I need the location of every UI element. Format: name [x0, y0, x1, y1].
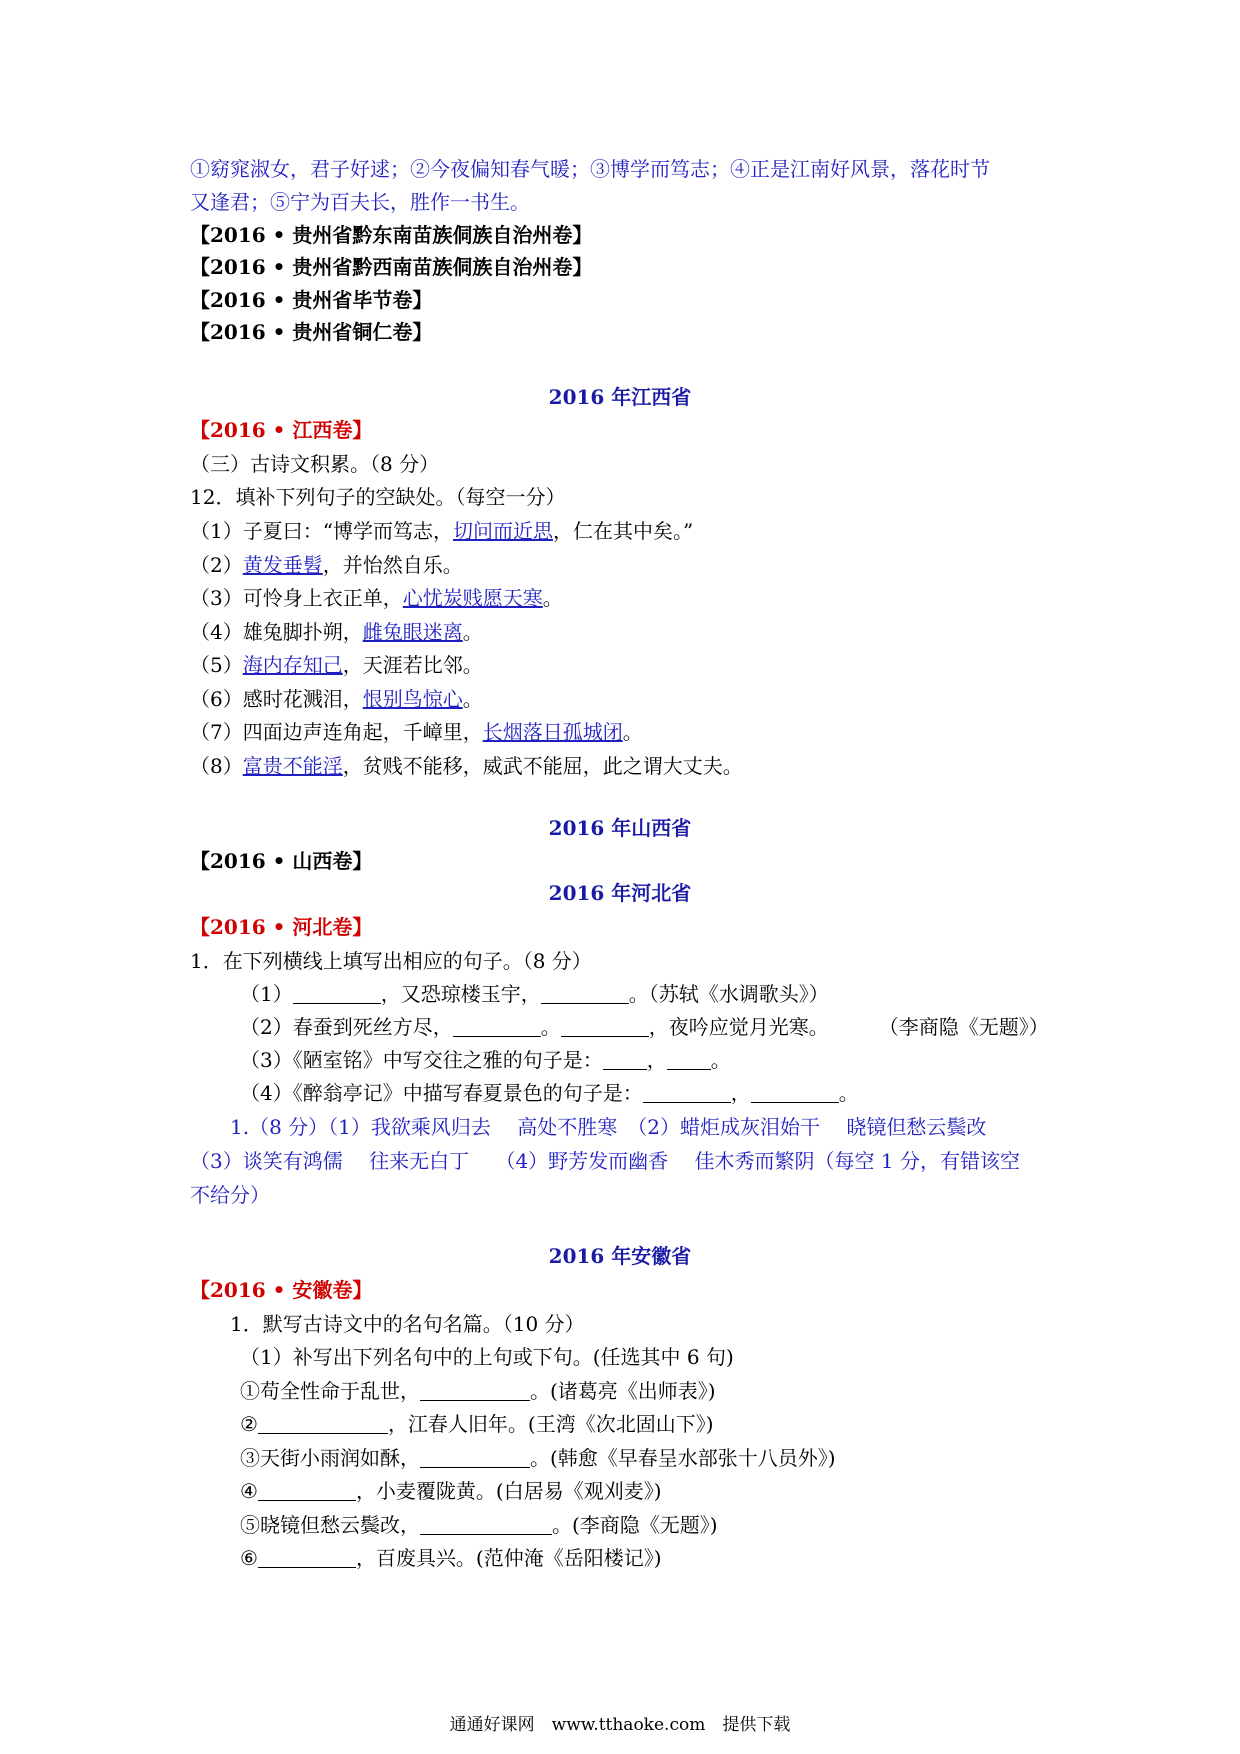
question-subtext: （1）补写出下列名句中的上句或下句。(任选其中 6 句): [240, 1345, 734, 1369]
section-tag: 【2016 • 贵州省黔东南苗族侗族自治州卷】: [190, 223, 593, 247]
question-item: ④ ，小麦覆陇黄。(白居易《观刈麦》): [240, 1479, 662, 1503]
answer-item: （7）四面边声连角起，千嶂里，长烟落日孤城闭。: [190, 720, 643, 744]
answer-blank: [541, 983, 629, 1004]
answer-blank: [603, 1049, 647, 1070]
question-item: （2）春蚕到死丝方尽， 。 ，夜吟应觉月光寒。 （李商隐《无题》）: [240, 1015, 1049, 1039]
page-footer: 通通好课网 www.tthaoke.com 提供下载: [449, 1715, 791, 1735]
answer-blank: [258, 1547, 356, 1568]
question-text: 1．默写古诗文中的名句名篇。（10 分）: [230, 1312, 585, 1336]
answer-text: 长烟落日孤城闭: [482, 720, 623, 744]
answer-item: （2）黄发垂髫，并怡然自乐。: [190, 553, 463, 577]
question-item: （3）《陋室铭》中写交往之雅的句子是： ， 。: [240, 1048, 731, 1072]
province-heading: 2016 年山西省: [548, 816, 692, 840]
answer-item: （8）富贵不能淫，贫贱不能移，威武不能屈，此之谓大丈夫。: [190, 754, 743, 778]
answer-text: 恨别鸟惊心: [362, 687, 463, 711]
answer-text: 切问而近思: [452, 519, 553, 543]
answer-blank: [643, 1082, 731, 1103]
question-text: 12．填补下列句子的空缺处。（每空一分）: [190, 485, 566, 509]
answer-item: （1）子夏曰：“博学而笃志，切问而近思，仁在其中矣。”: [190, 519, 694, 543]
question-item: （1） ，又恐琼楼玉宇， 。（苏轼《水调歌头》）: [240, 982, 829, 1006]
answer-blank: [667, 1049, 711, 1070]
answer-text: 海内存知己: [242, 653, 343, 677]
question-item: ③天街小雨润如酥， 。(韩愈《早春呈水部张十八员外》): [240, 1446, 836, 1470]
answer-blank: [561, 1016, 649, 1037]
answer-text: 黄发垂髫: [242, 553, 323, 577]
answer-item: （6）感时花溅泪，恨别鸟惊心。: [190, 687, 483, 711]
section-tag: 【2016 • 山西卷】: [190, 849, 373, 873]
section-tag: 【2016 • 贵州省毕节卷】: [190, 288, 433, 312]
section-tag: 【2016 • 江西卷】: [190, 418, 373, 442]
question-text: 1．在下列横线上填写出相应的句子。（8 分）: [190, 949, 592, 973]
province-heading: 2016 年安徽省: [548, 1244, 692, 1268]
answer-blank: [258, 1413, 388, 1434]
answer-blank: [258, 1480, 356, 1501]
answer-blank: [453, 1016, 541, 1037]
question-item: ⑥ ，百废具兴。(范仲淹《岳阳楼记》): [240, 1546, 662, 1570]
question-item: ①苟全性命于乱世， 。(诸葛亮《出师表》): [240, 1379, 716, 1403]
answer-blank: [420, 1447, 530, 1468]
answer-key-line: （3）谈笑有鸿儒 往来无白丁 （4）野芳发而幽香 佳木秀而繁阴（每空 1 分，有错该空: [190, 1149, 1020, 1173]
province-heading: 2016 年江西省: [548, 385, 692, 409]
answer-item: （5）海内存知己，天涯若比邻。: [190, 653, 483, 677]
section-tag: 【2016 • 安徽卷】: [190, 1278, 373, 1302]
section-tag: 【2016 • 贵州省黔西南苗族侗族自治州卷】: [190, 255, 593, 279]
answer-text: 富贵不能淫: [242, 754, 343, 778]
guizhou-answer-line2: 又逢君；⑤宁为百夫长，胜作一书生。: [190, 190, 530, 214]
answer-text: 心忧炭贱愿天寒: [402, 586, 543, 610]
question-item: （4）《醉翁亭记》中描写春夏景色的句子是： ， 。: [240, 1081, 859, 1105]
answer-blank: [420, 1380, 530, 1401]
guizhou-answer-line1: ①窈窕淑女，君子好逑；②今夜偏知春气暖；③博学而笃志；④正是江南好风景，落花时节: [190, 157, 990, 181]
answer-blank: [751, 1082, 839, 1103]
answer-key-line: 1.（8 分）（1）我欲乘风归去 高处不胜寒 （2）蜡炬成灰泪始干 晓镜但愁云鬓改: [230, 1115, 987, 1139]
answer-item: （3）可怜身上衣正单，心忧炭贱愿天寒。: [190, 586, 563, 610]
section-tag: 【2016 • 河北卷】: [190, 915, 373, 939]
answer-text: 雌兔眼迷离: [362, 620, 463, 644]
section-tag: 【2016 • 贵州省铜仁卷】: [190, 320, 433, 344]
answer-blank: [420, 1514, 552, 1535]
question-item: ② ，江春人旧年。(王湾《次北固山下》): [240, 1412, 714, 1436]
answer-key-line: 不给分）: [190, 1183, 270, 1207]
question-item: ⑤晓镜但愁云鬓改， 。(李商隐《无题》): [240, 1513, 718, 1537]
answer-blank: [293, 983, 381, 1004]
province-heading: 2016 年河北省: [548, 881, 692, 905]
section-title: （三）古诗文积累。（8 分）: [190, 452, 440, 476]
answer-item: （4）雄兔脚扑朔，雌兔眼迷离。: [190, 620, 483, 644]
